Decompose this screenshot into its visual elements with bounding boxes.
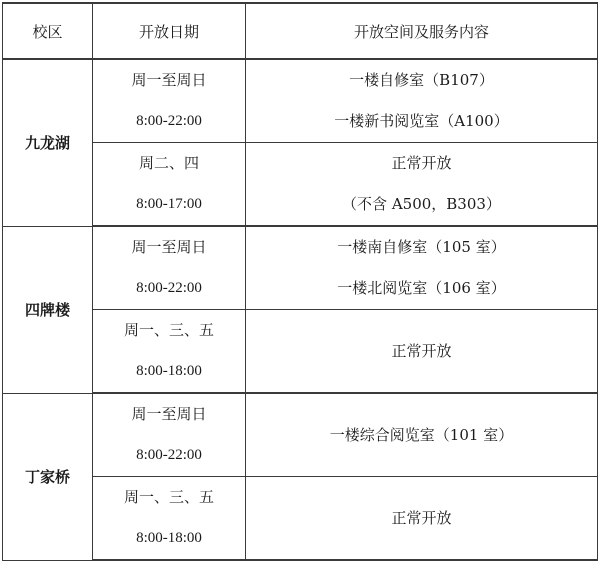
opening-schedule-table xyxy=(2,2,598,561)
header-campus: 校区 xyxy=(3,3,93,59)
days-text: 周一至周日 xyxy=(131,238,207,256)
days-text: 周一至周日 xyxy=(131,71,207,89)
service-cell xyxy=(246,226,598,310)
service-text: 一楼新书阅览室（A100） xyxy=(334,112,509,130)
service-cell xyxy=(246,477,598,561)
table-row xyxy=(3,59,598,143)
campus-cell: 四牌楼 xyxy=(3,226,93,393)
date-cell xyxy=(93,477,246,561)
days-text: 周一至周日 xyxy=(131,405,207,423)
service-text: 正常开放 xyxy=(391,508,452,527)
service-text: 正常开放 xyxy=(391,154,452,172)
table-row xyxy=(3,393,598,477)
campus-cell: 九龙湖 xyxy=(3,59,93,226)
date-cell xyxy=(93,226,246,310)
service-text: 一楼南自修室（105 室） xyxy=(337,238,506,256)
hours-text: 8:00-22:00 xyxy=(136,280,202,296)
service-cell xyxy=(246,393,598,477)
header-spaces: 开放空间及服务内容 xyxy=(246,3,598,59)
service-cell xyxy=(246,310,598,394)
service-text: 一楼自修室（B107） xyxy=(349,71,494,89)
date-cell xyxy=(93,143,246,227)
service-cell xyxy=(246,59,598,143)
hours-text: 8:00-18:00 xyxy=(136,363,202,379)
hours-text: 8:00-18:00 xyxy=(136,530,202,546)
hours-text: 8:00-22:00 xyxy=(136,447,202,463)
days-text: 周一、三、五 xyxy=(123,488,214,506)
table-row xyxy=(3,310,598,394)
table-row xyxy=(3,226,598,310)
days-text: 周二、四 xyxy=(138,154,199,172)
table-row xyxy=(3,477,598,561)
date-cell xyxy=(93,310,246,394)
service-text: 正常开放 xyxy=(391,341,452,360)
date-cell xyxy=(93,393,246,477)
table-row xyxy=(3,143,598,227)
campus-cell: 丁家桥 xyxy=(3,393,93,560)
service-text: 一楼北阅览室（106 室） xyxy=(337,279,506,297)
header-dates: 开放日期 xyxy=(93,3,246,59)
service-text: 一楼综合阅览室（101 室） xyxy=(329,425,514,444)
hours-text: 8:00-22:00 xyxy=(136,113,202,129)
service-text: （不含 A500，B303） xyxy=(342,195,501,213)
service-cell xyxy=(246,143,598,227)
hours-text: 8:00-17:00 xyxy=(136,196,202,212)
date-cell xyxy=(93,59,246,143)
header-row xyxy=(3,3,598,59)
days-text: 周一、三、五 xyxy=(123,321,214,339)
